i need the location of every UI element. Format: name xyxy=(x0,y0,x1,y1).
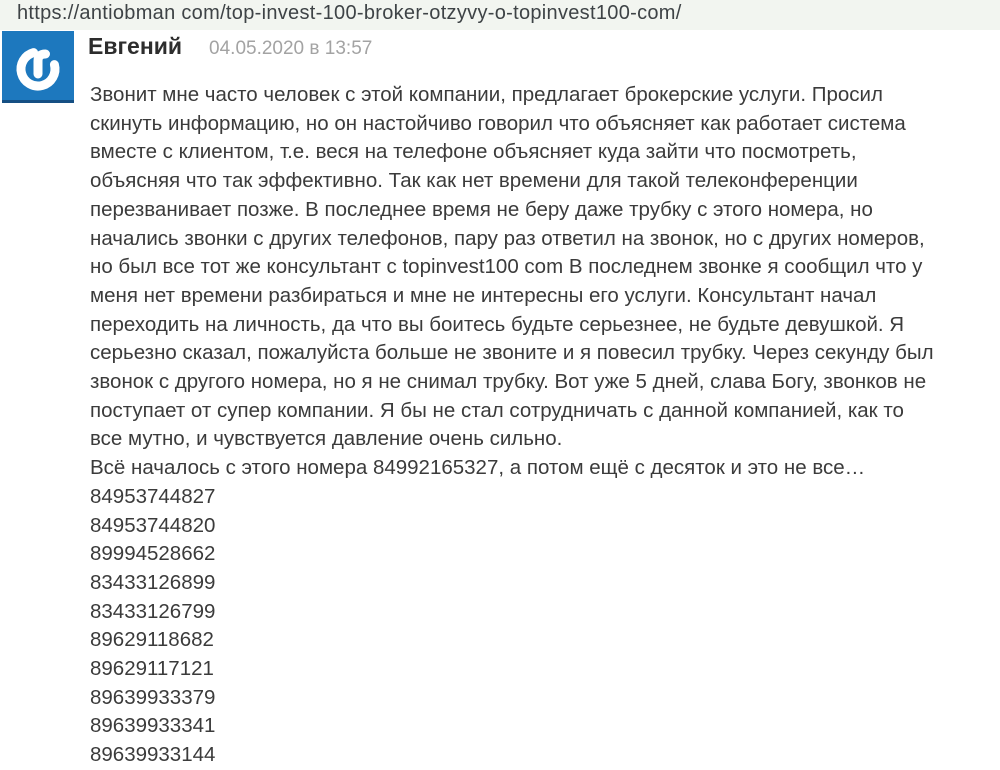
review-text-line: Всё началось с этого номера 84992165327, а потом ещё с десяток и это не все… xyxy=(90,456,866,480)
review-text xyxy=(90,81,1000,483)
phone-number: 89629117121 xyxy=(90,657,214,681)
phone-number: 83433126799 xyxy=(90,599,216,623)
review-text-line: поступает от супер компании. Я бы не стал сотрудничать с данной компанией, как то xyxy=(90,398,904,422)
phone-number: 83433126899 xyxy=(90,570,216,594)
page-url[interactable]: https://antiobman com/top-invest-100-broker-otzyvy-o-topinvest100-com/ xyxy=(17,2,682,24)
review-text-line: звонок с другого номера, но я не снимал трубку. Вот уже 5 дней, слава Богу, звонков не xyxy=(90,370,927,394)
review-text-line: перезванивает позже. В последнее время не беру даже трубку с этого номера, но xyxy=(90,197,873,221)
avatar xyxy=(2,31,74,103)
review-text-line: Звонит мне часто человек с этой компании, предлагает брокерские услуги. Просил xyxy=(90,83,883,106)
review-header xyxy=(88,33,372,60)
review-text-line: серьезно сказал, пожалуйста больше не звоните и я повесил трубку. Через секунду был xyxy=(90,341,934,365)
phone-list xyxy=(90,483,1000,770)
review-text-line: объясняя что так эффективно. Так как нет времени для такой телеконференции xyxy=(90,169,858,193)
phone-number: 89639933379 xyxy=(90,685,216,709)
phone-number: 89639933144 xyxy=(90,743,216,767)
phone-number: 89639933341 xyxy=(90,714,216,738)
review-text-line: переходить на личность, да что вы боитесь будьте серьезнее, не будьте девушкой. Я xyxy=(90,312,905,336)
address-bar[interactable] xyxy=(0,0,1000,30)
review-text-line: начались звонки с других телефонов, пару раз ответил на звонок, но с других номеров, xyxy=(90,226,925,250)
review-text-line: меня нет времени разбираться и мне не интересны его услуги. Консультант начал xyxy=(90,283,877,307)
review-text-line: но был все тот же консультант с topinvest100 com В последнем звонке я сообщил что у xyxy=(90,255,923,279)
review-body xyxy=(90,81,1000,770)
review-text-line: вместе с клиентом, т.е. веся на телефоне объясняет куда зайти что посмотреть, xyxy=(90,140,857,164)
review-text-line: все мутно, и чувствуется давление очень сильно. xyxy=(90,427,563,451)
phone-number: 89629118682 xyxy=(90,628,214,652)
power-icon xyxy=(2,31,74,103)
review-text-line: скинуть информацию, но он настойчиво говорил что объясняет как работает система xyxy=(90,111,906,135)
phone-number: 84953744827 xyxy=(90,484,216,508)
review-author: Евгений xyxy=(88,33,183,59)
phone-number: 89994528662 xyxy=(90,542,216,566)
review-date: 04.05.2020 в 13:57 xyxy=(209,38,373,59)
phone-number: 84953744820 xyxy=(90,513,216,537)
